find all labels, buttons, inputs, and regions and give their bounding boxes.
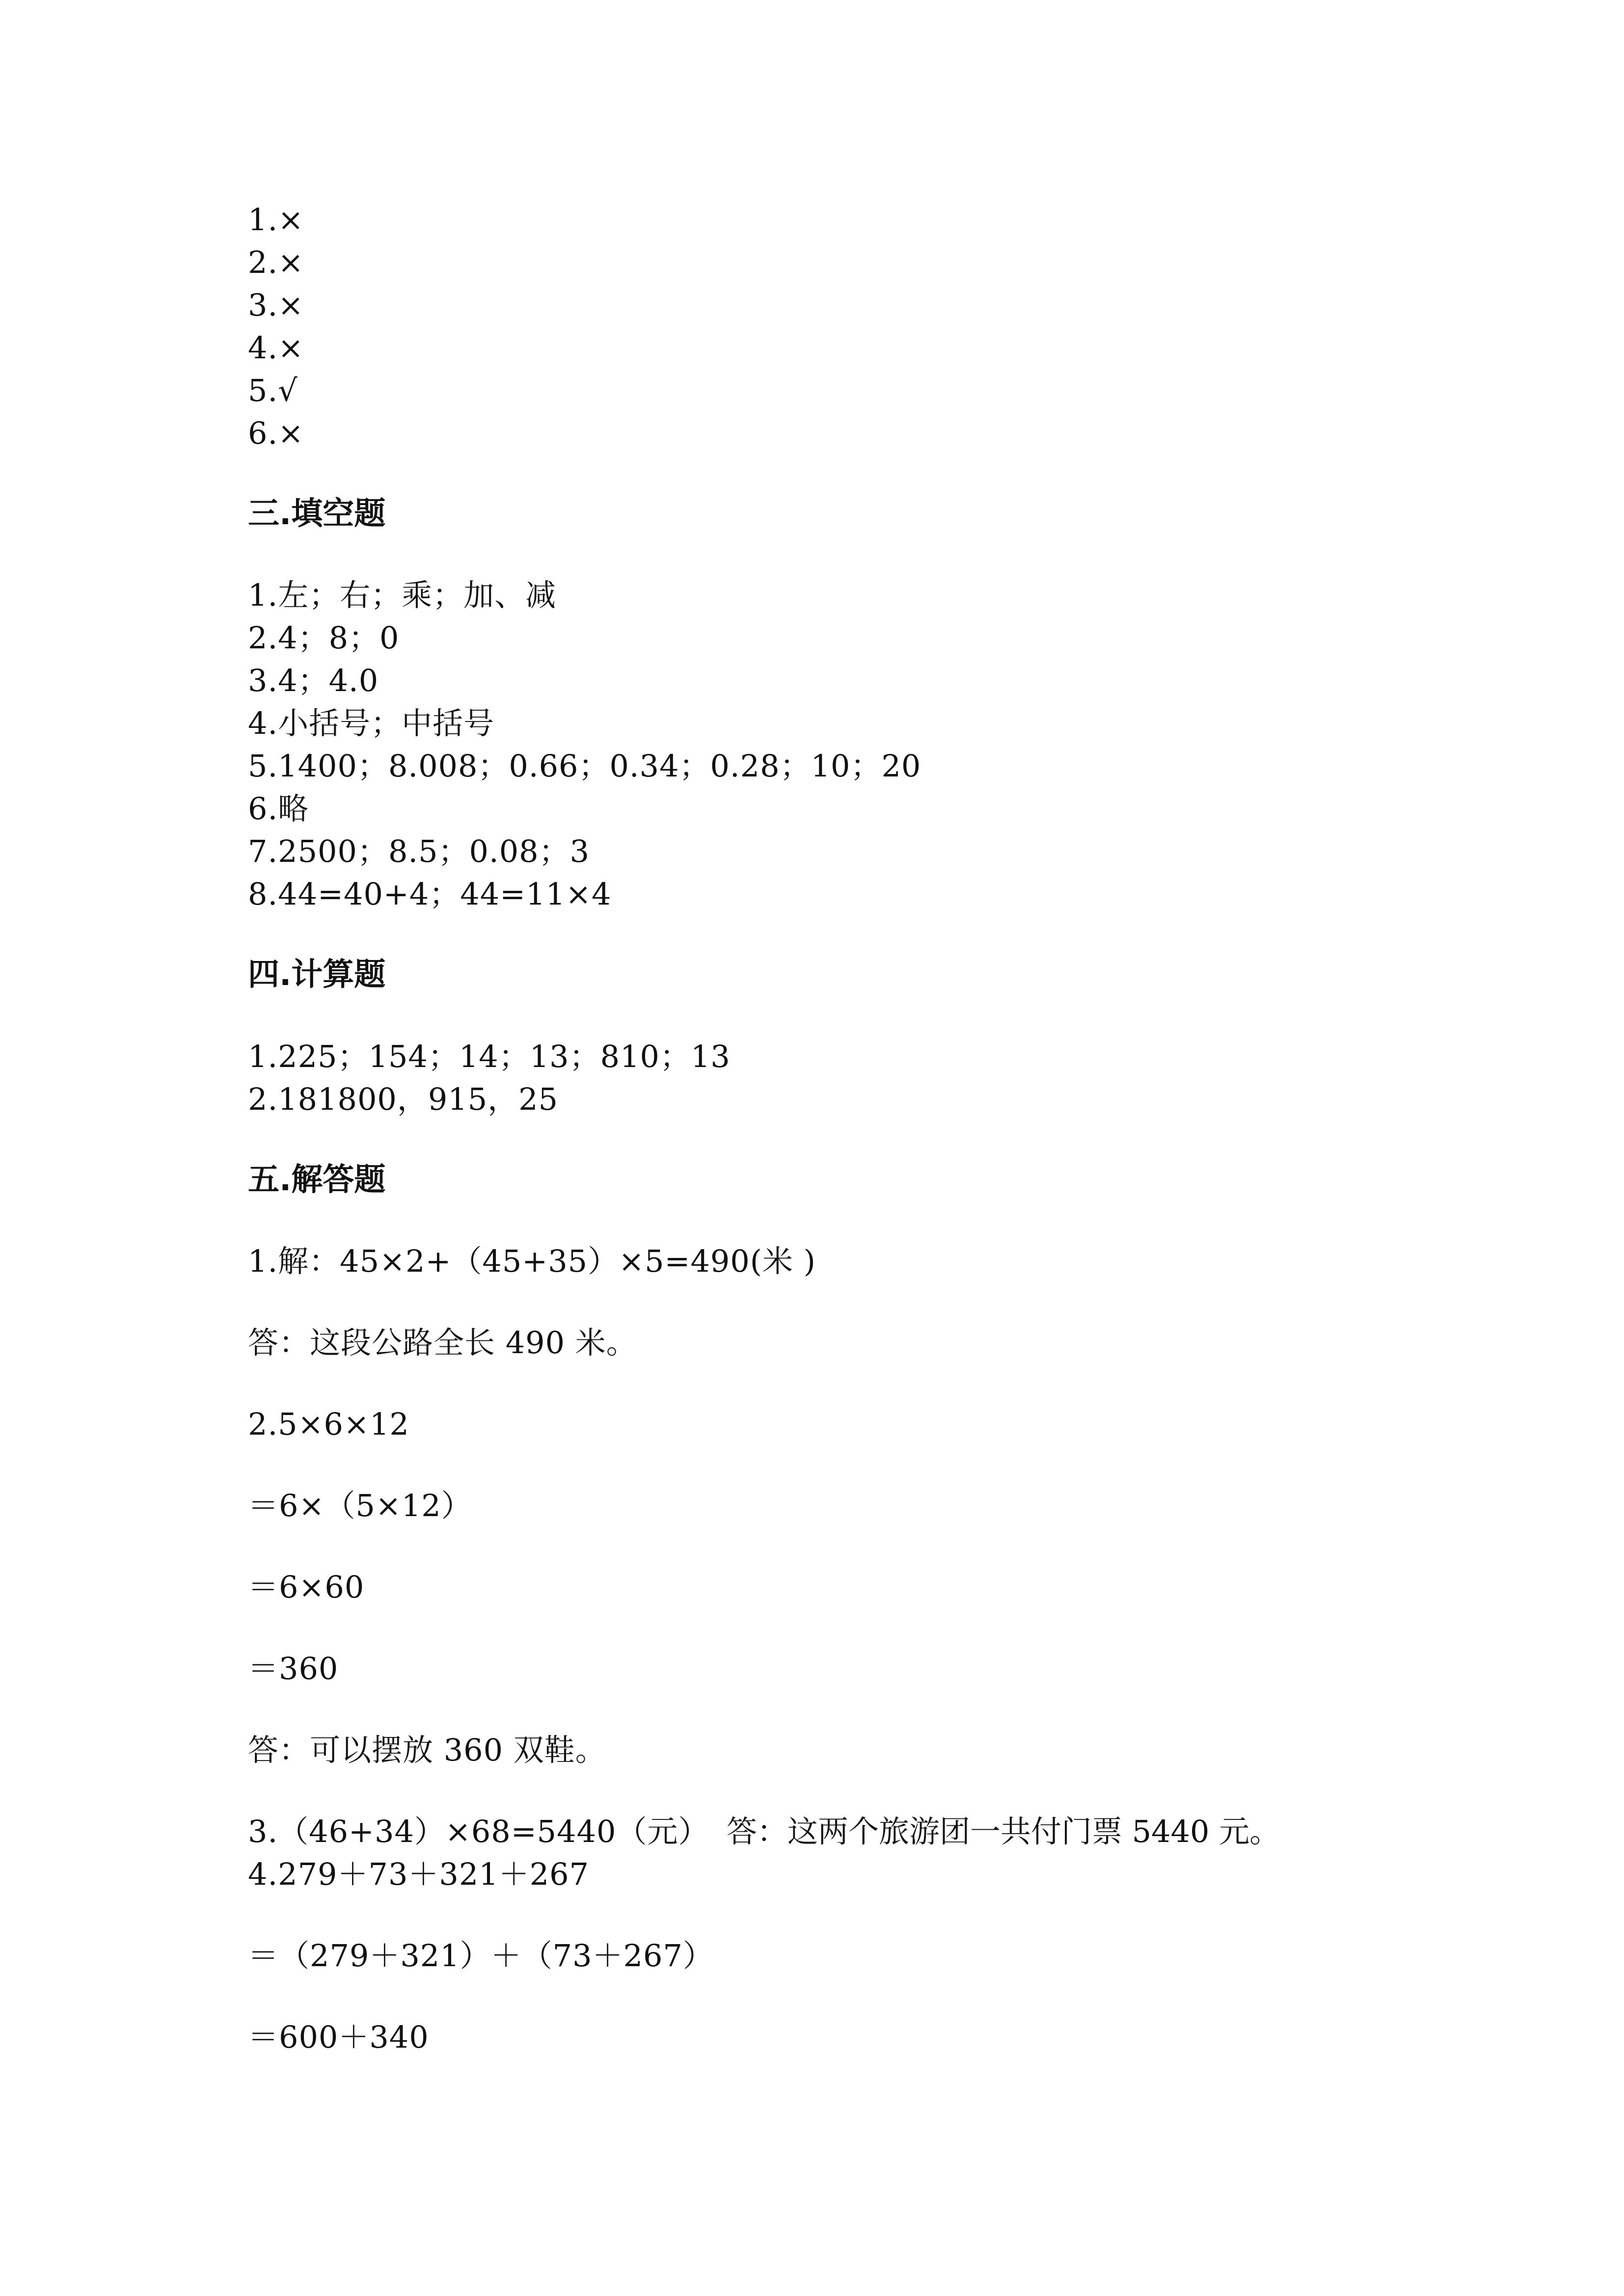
section-heading-calculation: 四.计算题 — [248, 957, 386, 993]
problem-2-step-3: ＝6×60 — [248, 1569, 365, 1605]
problem-2-answer: 答：可以摆放 360 双鞋。 — [248, 1732, 606, 1768]
problem-4-step-2: ＝（279＋321）＋（73＋267） — [248, 1938, 714, 1974]
problem-4-step-3: ＝600＋340 — [248, 2019, 429, 2055]
problem-2-step-1: 2.5×6×12 — [248, 1406, 409, 1442]
problem-2-step-2: ＝6×（5×12） — [248, 1488, 472, 1523]
problem-1-solution: 1.解：45×2+（45+35）×5=490(米 ) — [248, 1243, 816, 1279]
calc-answer-2: 2.181800，915，25 — [248, 1081, 559, 1117]
fill-answer-6: 6.略 — [248, 791, 309, 827]
fill-answer-7: 7.2500；8.5；0.08；3 — [248, 833, 590, 869]
problem-3-answer: 答：这两个旅游团一共付门票 5440 元。 — [727, 1814, 1280, 1849]
problem-4-step-1: 4.279＋73＋321＋267 — [248, 1856, 590, 1892]
section-heading-fill-blank: 三.填空题 — [248, 496, 386, 532]
problem-2-step-4: ＝360 — [248, 1651, 339, 1686]
fill-answer-8: 8.44=40+4；44=11×4 — [248, 876, 612, 912]
fill-answer-1: 1.左；右；乘；加、减 — [248, 577, 557, 613]
judge-answer-2: 2.× — [248, 244, 304, 280]
problem-1-answer: 答：这段公路全长 490 米。 — [248, 1325, 637, 1361]
judge-answer-1: 1.× — [248, 202, 304, 238]
fill-answer-3: 3.4；4.0 — [248, 663, 379, 698]
calc-answer-1: 1.225；154；14；13；810；13 — [248, 1039, 731, 1074]
fill-answer-2: 2.4；8；0 — [248, 620, 400, 656]
fill-answer-5: 5.1400；8.008；0.66；0.34；0.28；10；20 — [248, 748, 921, 784]
section-heading-word-problems: 五.解答题 — [248, 1162, 386, 1198]
fill-answer-4: 4.小括号；中括号 — [248, 705, 495, 741]
judge-answer-4: 4.× — [248, 330, 304, 366]
judge-answer-6: 6.× — [248, 415, 304, 451]
problem-3-solution: 3.（46+34）×68=5440（元） — [248, 1814, 709, 1849]
judge-answer-5: 5.√ — [248, 373, 298, 408]
judge-answer-3: 3.× — [248, 287, 304, 323]
